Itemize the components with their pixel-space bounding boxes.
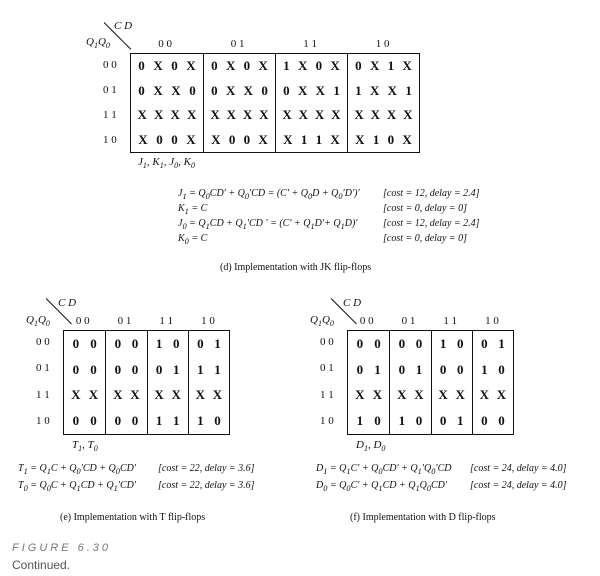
t-cell-value: X	[113, 387, 123, 403]
t-cell	[105, 331, 146, 357]
d-cell-value: X	[372, 387, 383, 403]
t-row-header: 0 0	[36, 336, 50, 349]
t-cell-value: 0	[90, 335, 97, 351]
jk-cell-value: X	[242, 107, 253, 123]
d-cell-value: 0	[374, 335, 381, 351]
jk-cell-value: X	[282, 107, 292, 123]
t-cell	[147, 408, 188, 434]
d-cell-value: 0	[481, 413, 488, 429]
t-col-header: 0 1	[117, 315, 132, 327]
jk-cell-value: 0	[171, 58, 178, 74]
jk-cell	[275, 103, 347, 128]
t-cell-value: 1	[155, 335, 163, 351]
t-eq-t0: $T_0 = Q_0C + Q_1CD + Q_1'CD'$	[18, 480, 137, 493]
jk-cell	[347, 54, 419, 79]
jk-cell-value: X	[330, 131, 340, 147]
t-kmap-grid	[63, 330, 230, 435]
d-row-var: $Q_1Q_0$	[310, 314, 334, 329]
d-cell	[348, 331, 389, 357]
jk-cell-value: X	[402, 131, 412, 147]
t-cost-t0: [cost = 22, delay = 3.6]	[158, 480, 255, 491]
t-cell	[147, 357, 188, 383]
jk-cell-value: X	[225, 82, 236, 98]
jk-cell-value: X	[370, 107, 381, 123]
jk-cell-value: 0	[211, 58, 218, 74]
t-cell	[188, 357, 229, 383]
t-cell	[64, 357, 105, 383]
jk-cell-value: X	[355, 131, 365, 147]
jk-row-header: 1 0	[103, 133, 117, 146]
jk-cell-value: X	[170, 107, 180, 123]
d-cell-value: 0	[374, 413, 381, 429]
d-cell	[348, 357, 389, 383]
jk-row-header: 0 1	[103, 83, 117, 96]
d-cell	[348, 408, 389, 434]
jk-cell-value: X	[386, 107, 397, 123]
d-cell	[472, 331, 513, 357]
t-col-header: 1 1	[159, 315, 174, 327]
jk-cell-value: 1	[387, 58, 395, 74]
jk-cell	[131, 103, 203, 128]
jk-cost-j0: [cost = 12, delay = 2.4]	[383, 218, 480, 229]
jk-cell-value: X	[210, 107, 220, 123]
t-caption: (e) Implementation with T flip-flops	[60, 512, 206, 523]
jk-cell-value: X	[314, 107, 325, 123]
jk-col-header: 1 0	[375, 38, 390, 50]
t-cell	[188, 331, 229, 357]
jk-cell	[275, 128, 347, 153]
t-cell-value: 1	[214, 361, 221, 377]
jk-cell	[203, 128, 275, 153]
t-cell	[105, 357, 146, 383]
jk-cell-value: 0	[189, 82, 196, 98]
jk-cell-value: X	[403, 107, 413, 123]
jk-cell-value: 0	[315, 58, 323, 74]
jk-row-header: 1 1	[103, 108, 117, 121]
jk-cost-j1: [cost = 12, delay = 2.4]	[383, 188, 480, 199]
jk-cell-value: X	[258, 131, 268, 147]
jk-cell	[203, 54, 275, 79]
t-row-header: 1 0	[36, 414, 50, 427]
d-col-header: 1 1	[443, 315, 458, 327]
jk-cell	[347, 103, 419, 128]
t-cell-value: 1	[214, 335, 221, 351]
t-cell-value: 0	[131, 335, 139, 351]
t-cell-value: 0	[72, 335, 80, 351]
jk-cell-value: 0	[243, 58, 251, 74]
jk-cell-value: 1	[333, 82, 340, 98]
t-cell	[147, 383, 188, 409]
jk-eq-k1: $K_1 = C$	[178, 203, 208, 216]
t-cell	[64, 331, 105, 357]
d-cost-d0: [cost = 24, delay = 4.0]	[470, 480, 567, 491]
jk-col-var: C D	[114, 20, 133, 32]
jk-cell-value: X	[153, 82, 163, 98]
d-cell-value: X	[479, 387, 489, 403]
t-cell-value: 0	[114, 335, 122, 351]
d-row-header: 1 1	[320, 388, 334, 401]
d-cell	[389, 331, 430, 357]
t-cell	[64, 408, 105, 434]
jk-col-header: 0 1	[230, 38, 245, 50]
t-row-header: 0 1	[36, 362, 50, 375]
jk-cell-value: 0	[156, 131, 163, 147]
jk-cell-value: X	[226, 107, 237, 123]
d-map-label: $D_1$, $D_0$	[356, 439, 386, 454]
d-cell-value: 0	[439, 361, 447, 377]
d-cell-value: 0	[481, 335, 488, 351]
d-cell-value: X	[397, 387, 407, 403]
d-cell-value: 0	[415, 335, 423, 351]
t-cell-value: 0	[214, 413, 221, 429]
d-col-var: C D	[343, 297, 362, 309]
d-cell-value: 1	[481, 361, 488, 377]
d-cell-value: 1	[415, 361, 423, 377]
d-col-header: 0 1	[401, 315, 416, 327]
jk-cell-value: 0	[243, 131, 251, 147]
jk-cell-value: X	[138, 131, 148, 147]
jk-cell-value: X	[137, 107, 147, 123]
t-col-var: C D	[58, 297, 77, 309]
jk-cell-value: X	[186, 131, 196, 147]
figure-note: Continued.	[12, 558, 71, 572]
t-map-label: $T_1$, $T_0$	[72, 439, 98, 454]
d-kmap-grid	[347, 330, 514, 435]
jk-cell-value: 0	[211, 82, 218, 98]
t-cell-value: 0	[131, 361, 139, 377]
jk-caption: (d) Implementation with JK flip-flops	[220, 262, 372, 273]
d-cell	[431, 357, 472, 383]
d-cell-value: X	[455, 387, 465, 403]
jk-cell-value: X	[186, 58, 196, 74]
t-cost-t1: [cost = 22, delay = 3.6]	[158, 463, 255, 474]
jk-cell	[275, 79, 347, 104]
d-cell-value: 0	[498, 413, 505, 429]
jk-cell-value: X	[402, 58, 412, 74]
jk-cell-value: X	[153, 58, 163, 74]
jk-cell-value: 0	[355, 58, 362, 74]
jk-cell-value: 0	[171, 131, 178, 147]
t-cell	[105, 408, 146, 434]
jk-row-header: 0 0	[103, 58, 117, 71]
jk-cell-value: X	[297, 82, 308, 98]
d-cost-d1: [cost = 24, delay = 4.0]	[470, 463, 567, 474]
t-cell-value: 0	[197, 335, 204, 351]
jk-cell	[131, 54, 203, 79]
t-cell-value: X	[171, 387, 181, 403]
d-cell-value: X	[355, 387, 365, 403]
t-col-header: 1 0	[201, 315, 215, 327]
d-cell-value: 0	[439, 413, 447, 429]
d-cell-value: 1	[456, 413, 464, 429]
t-cell-value: 0	[172, 335, 180, 351]
t-cell-value: 0	[72, 413, 80, 429]
d-cell-value: 0	[356, 361, 364, 377]
d-cell-value: 0	[415, 413, 423, 429]
d-cell-value: 0	[356, 335, 364, 351]
d-cell-value: 0	[456, 361, 464, 377]
t-col-header: 0 0	[75, 315, 90, 327]
figure-label: FIGURE 6.30	[12, 542, 112, 554]
jk-cell-value: 1	[372, 131, 380, 147]
jk-cell-value: 1	[355, 82, 362, 98]
t-cell-value: X	[130, 387, 140, 403]
jk-cell-value: 1	[315, 131, 323, 147]
jk-cell-value: X	[171, 82, 181, 98]
jk-cell	[131, 128, 203, 153]
jk-eq-k0: $K_0 = C$	[178, 233, 208, 246]
t-cell-value: 0	[114, 413, 122, 429]
t-cell-value: 1	[155, 413, 163, 429]
d-cell-value: 0	[456, 335, 464, 351]
d-cell	[472, 357, 513, 383]
jk-cell	[275, 54, 347, 79]
jk-cell-value: X	[369, 58, 380, 74]
jk-cell-value: X	[187, 107, 197, 123]
d-col-header: 1 0	[485, 315, 499, 327]
jk-cell-value: 0	[228, 131, 236, 147]
jk-cell-value: X	[387, 82, 398, 98]
jk-col-header: 0 0	[158, 38, 172, 50]
jk-cell	[131, 79, 203, 104]
d-cell-value: 1	[439, 335, 447, 351]
t-cell	[64, 383, 105, 409]
d-cell-value: 1	[356, 413, 364, 429]
d-cell-value: 1	[398, 413, 406, 429]
jk-cell-value: X	[211, 131, 221, 147]
d-cell	[389, 408, 430, 434]
d-cell	[431, 331, 472, 357]
t-cell-value: 1	[172, 413, 180, 429]
jk-cell-value: 1	[405, 82, 412, 98]
t-cell-value: 0	[114, 361, 122, 377]
d-col-header: 0 0	[359, 315, 374, 327]
d-row-header: 0 0	[320, 336, 334, 349]
jk-cell-value: X	[243, 82, 254, 98]
d-cell	[431, 383, 472, 409]
t-cell-value: 0	[90, 413, 97, 429]
jk-cell-value: 0	[138, 58, 145, 74]
jk-cell-value: 0	[261, 82, 268, 98]
t-row-header: 1 1	[36, 388, 50, 401]
t-cell-value: 0	[90, 361, 97, 377]
jk-eq-j1: $J_1 = Q_0CD' + Q_0'CD = (C' + Q_0D + Q_0'D')'$	[178, 188, 360, 201]
t-cell-value: 1	[197, 413, 204, 429]
jk-cell	[203, 103, 275, 128]
t-cell	[147, 331, 188, 357]
t-cell	[188, 383, 229, 409]
jk-cell-value: X	[354, 107, 364, 123]
t-cell-value: 0	[72, 361, 80, 377]
d-cell	[389, 357, 430, 383]
d-cell	[472, 383, 513, 409]
t-row-var: $Q_1Q_0$	[26, 314, 50, 329]
jk-map-label: $J_1$, $K_1$, $J_0$, $K_0$	[138, 156, 195, 171]
jk-cell-value: X	[297, 58, 308, 74]
t-cell-value: 0	[155, 361, 163, 377]
jk-cell-value: X	[298, 107, 309, 123]
jk-cell	[347, 128, 419, 153]
jk-cell-value: X	[259, 107, 269, 123]
jk-cell-value: 0	[387, 131, 395, 147]
d-caption: (f) Implementation with D flip-flops	[350, 512, 496, 523]
jk-cost-k0: [cost = 0, delay = 0]	[383, 233, 468, 244]
jk-cell-value: X	[315, 82, 326, 98]
jk-kmap-grid	[130, 53, 420, 153]
d-eq-d0: $D_0 = Q_0C' + Q_1CD + Q_1Q_0CD'$	[316, 480, 448, 493]
t-cell-value: 0	[131, 413, 139, 429]
t-cell-value: X	[154, 387, 164, 403]
jk-eq-j0: $J_0 = Q_1CD + Q_1'CD$ ′ = $(C' + Q_1D'+ Q_1D)'$	[178, 218, 358, 231]
d-cell	[431, 408, 472, 434]
t-cell-value: X	[71, 387, 81, 403]
jk-cell-value: 0	[283, 82, 290, 98]
d-cell-value: X	[414, 387, 424, 403]
jk-cell-value: X	[225, 58, 236, 74]
jk-cell-value: X	[154, 107, 164, 123]
d-cell-value: 1	[374, 361, 381, 377]
jk-cell-value: X	[330, 58, 340, 74]
d-cell-value: 0	[498, 361, 505, 377]
jk-cell-value: X	[258, 58, 268, 74]
jk-cell-value: X	[283, 131, 293, 147]
t-cell	[188, 408, 229, 434]
jk-row-var: $Q_1Q_0$	[86, 36, 110, 51]
d-cell	[348, 383, 389, 409]
t-cell-value: X	[88, 387, 99, 403]
d-cell	[389, 383, 430, 409]
d-cell-value: 0	[398, 361, 406, 377]
d-cell-value: 0	[398, 335, 406, 351]
jk-cell	[347, 79, 419, 104]
t-cell-value: X	[195, 387, 205, 403]
t-cell-value: 1	[172, 361, 180, 377]
jk-cell	[203, 79, 275, 104]
d-eq-d1: $D_1 = Q_1C' + Q_0CD' + Q_1'Q_0'CD$	[316, 463, 452, 476]
jk-cell-value: 0	[138, 82, 145, 98]
t-cell-value: X	[212, 387, 223, 403]
jk-col-header: 1 1	[303, 38, 317, 50]
jk-cell-value: X	[369, 82, 380, 98]
d-cell-value: X	[438, 387, 448, 403]
d-row-header: 1 0	[320, 414, 334, 427]
d-cell-value: 1	[498, 335, 505, 351]
jk-cell-value: 1	[300, 131, 308, 147]
jk-cell-value: 1	[283, 58, 290, 74]
d-cell-value: X	[496, 387, 507, 403]
jk-cell-value: X	[331, 107, 341, 123]
t-eq-t1: $T_1 = Q_1C + Q_0'CD + Q_0CD'$	[18, 463, 137, 476]
jk-cost-k1: [cost = 0, delay = 0]	[383, 203, 468, 214]
t-cell-value: 1	[197, 361, 204, 377]
d-row-header: 0 1	[320, 362, 334, 375]
t-cell	[105, 383, 146, 409]
d-cell	[472, 408, 513, 434]
